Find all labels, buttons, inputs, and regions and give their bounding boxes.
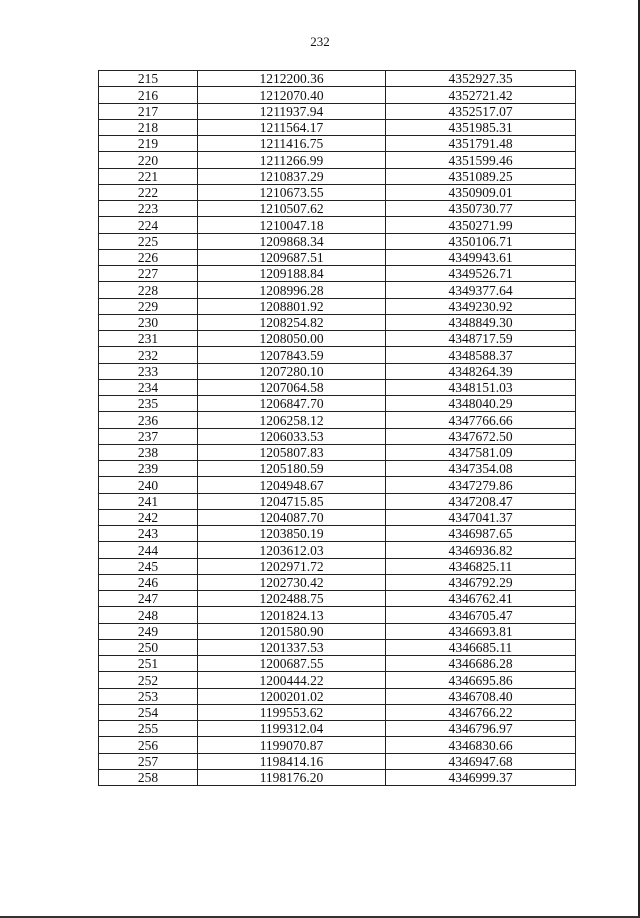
x-coordinate-cell: 1210507.62 [198,201,386,217]
table-row [99,688,576,704]
x-coordinate-cell: 1203850.19 [198,526,386,542]
table-row [99,363,576,379]
y-coordinate-cell: 4347208.47 [386,493,576,509]
x-coordinate-cell: 1199553.62 [198,704,386,720]
x-coordinate-cell: 1209188.84 [198,266,386,282]
y-coordinate-cell: 4347766.66 [386,412,576,428]
x-coordinate-cell: 1206847.70 [198,396,386,412]
table-row [99,607,576,623]
table-row [99,347,576,363]
table-row [99,119,576,135]
point-number-cell: 222 [99,184,198,200]
y-coordinate-cell: 4346796.97 [386,721,576,737]
table-row [99,769,576,785]
y-coordinate-cell: 4349377.64 [386,282,576,298]
table-row [99,152,576,168]
y-coordinate-cell: 4346999.37 [386,769,576,785]
y-coordinate-cell: 4352517.07 [386,103,576,119]
point-number-cell: 217 [99,103,198,119]
point-number-cell: 247 [99,591,198,607]
x-coordinate-cell: 1210673.55 [198,184,386,200]
point-number-cell: 254 [99,704,198,720]
x-coordinate-cell: 1206033.53 [198,428,386,444]
table-row [99,217,576,233]
point-number-cell: 253 [99,688,198,704]
page-number: 232 [310,34,330,49]
x-coordinate-cell: 1198414.16 [198,753,386,769]
table-row [99,574,576,590]
y-coordinate-cell: 4350106.71 [386,233,576,249]
point-number-cell: 215 [99,71,198,87]
table-row [99,412,576,428]
y-coordinate-cell: 4346693.81 [386,623,576,639]
y-coordinate-cell: 4352721.42 [386,87,576,103]
point-number-cell: 221 [99,168,198,184]
point-number-cell: 230 [99,314,198,330]
point-number-cell: 216 [99,87,198,103]
x-coordinate-cell: 1207280.10 [198,363,386,379]
point-number-cell: 236 [99,412,198,428]
table-row [99,509,576,525]
point-number-cell: 240 [99,477,198,493]
y-coordinate-cell: 4346695.86 [386,672,576,688]
y-coordinate-cell: 4346987.65 [386,526,576,542]
x-coordinate-cell: 1212070.40 [198,87,386,103]
x-coordinate-cell: 1201337.53 [198,639,386,655]
x-coordinate-cell: 1201824.13 [198,607,386,623]
y-coordinate-cell: 4346705.47 [386,607,576,623]
x-coordinate-cell: 1202730.42 [198,574,386,590]
table-row [99,721,576,737]
point-number-cell: 241 [99,493,198,509]
point-number-cell: 228 [99,282,198,298]
y-coordinate-cell: 4346936.82 [386,542,576,558]
point-number-cell: 249 [99,623,198,639]
point-number-cell: 229 [99,298,198,314]
table-row [99,542,576,558]
x-coordinate-cell: 1200687.55 [198,656,386,672]
y-coordinate-cell: 4347279.86 [386,477,576,493]
y-coordinate-cell: 4349943.61 [386,249,576,265]
y-coordinate-cell: 4350730.77 [386,201,576,217]
table-row [99,672,576,688]
point-number-cell: 220 [99,152,198,168]
table-row [99,428,576,444]
x-coordinate-cell: 1208050.00 [198,331,386,347]
table-row [99,249,576,265]
x-coordinate-cell: 1211564.17 [198,119,386,135]
table-row [99,201,576,217]
y-coordinate-cell: 4347354.08 [386,461,576,477]
y-coordinate-cell: 4346792.29 [386,574,576,590]
table-row [99,298,576,314]
y-coordinate-cell: 4351599.46 [386,152,576,168]
y-coordinate-cell: 4346762.41 [386,591,576,607]
point-number-cell: 231 [99,331,198,347]
x-coordinate-cell: 1209868.34 [198,233,386,249]
point-number-cell: 256 [99,737,198,753]
coordinates-table-body [99,71,576,786]
table-row [99,461,576,477]
point-number-cell: 237 [99,428,198,444]
x-coordinate-cell: 1201580.90 [198,623,386,639]
point-number-cell: 245 [99,558,198,574]
x-coordinate-cell: 1198176.20 [198,769,386,785]
x-coordinate-cell: 1208254.82 [198,314,386,330]
point-number-cell: 233 [99,363,198,379]
table-row [99,379,576,395]
table-row [99,477,576,493]
table-row [99,704,576,720]
coordinates-table [98,70,576,786]
y-coordinate-cell: 4350909.01 [386,184,576,200]
y-coordinate-cell: 4346685.11 [386,639,576,655]
y-coordinate-cell: 4347672.50 [386,428,576,444]
y-coordinate-cell: 4348040.29 [386,396,576,412]
y-coordinate-cell: 4351985.31 [386,119,576,135]
point-number-cell: 255 [99,721,198,737]
x-coordinate-cell: 1200201.02 [198,688,386,704]
point-number-cell: 251 [99,656,198,672]
point-number-cell: 227 [99,266,198,282]
point-number-cell: 244 [99,542,198,558]
point-number-cell: 219 [99,136,198,152]
y-coordinate-cell: 4349230.92 [386,298,576,314]
table-row [99,282,576,298]
y-coordinate-cell: 4348717.59 [386,331,576,347]
table-row [99,493,576,509]
x-coordinate-cell: 1204715.85 [198,493,386,509]
x-coordinate-cell: 1207064.58 [198,379,386,395]
table-row [99,136,576,152]
x-coordinate-cell: 1210837.29 [198,168,386,184]
table-row [99,656,576,672]
y-coordinate-cell: 4348849.30 [386,314,576,330]
x-coordinate-cell: 1208801.92 [198,298,386,314]
x-coordinate-cell: 1200444.22 [198,672,386,688]
x-coordinate-cell: 1211937.94 [198,103,386,119]
table-row [99,87,576,103]
x-coordinate-cell: 1203612.03 [198,542,386,558]
x-coordinate-cell: 1211266.99 [198,152,386,168]
x-coordinate-cell: 1202971.72 [198,558,386,574]
x-coordinate-cell: 1205807.83 [198,444,386,460]
table-row [99,558,576,574]
x-coordinate-cell: 1206258.12 [198,412,386,428]
point-number-cell: 246 [99,574,198,590]
y-coordinate-cell: 4350271.99 [386,217,576,233]
point-number-cell: 258 [99,769,198,785]
table-row [99,753,576,769]
point-number-cell: 238 [99,444,198,460]
y-coordinate-cell: 4351791.48 [386,136,576,152]
y-coordinate-cell: 4346766.22 [386,704,576,720]
y-coordinate-cell: 4349526.71 [386,266,576,282]
y-coordinate-cell: 4347581.09 [386,444,576,460]
table-row [99,526,576,542]
point-number-cell: 252 [99,672,198,688]
point-number-cell: 225 [99,233,198,249]
y-coordinate-cell: 4347041.37 [386,509,576,525]
table-row [99,168,576,184]
point-number-cell: 242 [99,509,198,525]
point-number-cell: 224 [99,217,198,233]
y-coordinate-cell: 4346825.11 [386,558,576,574]
y-coordinate-cell: 4348588.37 [386,347,576,363]
x-coordinate-cell: 1208996.28 [198,282,386,298]
point-number-cell: 223 [99,201,198,217]
point-number-cell: 257 [99,753,198,769]
table-row [99,233,576,249]
y-coordinate-cell: 4351089.25 [386,168,576,184]
table-row [99,623,576,639]
point-number-cell: 243 [99,526,198,542]
point-number-cell: 239 [99,461,198,477]
table-row [99,184,576,200]
table-row [99,639,576,655]
x-coordinate-cell: 1199070.87 [198,737,386,753]
table-row [99,103,576,119]
y-coordinate-cell: 4346830.66 [386,737,576,753]
point-number-cell: 218 [99,119,198,135]
point-number-cell: 235 [99,396,198,412]
table-row [99,71,576,87]
x-coordinate-cell: 1205180.59 [198,461,386,477]
table-row [99,737,576,753]
table-row [99,266,576,282]
x-coordinate-cell: 1209687.51 [198,249,386,265]
x-coordinate-cell: 1202488.75 [198,591,386,607]
table-row [99,314,576,330]
x-coordinate-cell: 1199312.04 [198,721,386,737]
y-coordinate-cell: 4346947.68 [386,753,576,769]
x-coordinate-cell: 1210047.18 [198,217,386,233]
x-coordinate-cell: 1211416.75 [198,136,386,152]
point-number-cell: 232 [99,347,198,363]
point-number-cell: 248 [99,607,198,623]
point-number-cell: 234 [99,379,198,395]
x-coordinate-cell: 1204948.67 [198,477,386,493]
point-number-cell: 226 [99,249,198,265]
table-row [99,331,576,347]
x-coordinate-cell: 1204087.70 [198,509,386,525]
table-row [99,396,576,412]
y-coordinate-cell: 4348151.03 [386,379,576,395]
y-coordinate-cell: 4346708.40 [386,688,576,704]
x-coordinate-cell: 1207843.59 [198,347,386,363]
table-row [99,444,576,460]
table-row [99,591,576,607]
y-coordinate-cell: 4352927.35 [386,71,576,87]
y-coordinate-cell: 4348264.39 [386,363,576,379]
y-coordinate-cell: 4346686.28 [386,656,576,672]
point-number-cell: 250 [99,639,198,655]
x-coordinate-cell: 1212200.36 [198,71,386,87]
